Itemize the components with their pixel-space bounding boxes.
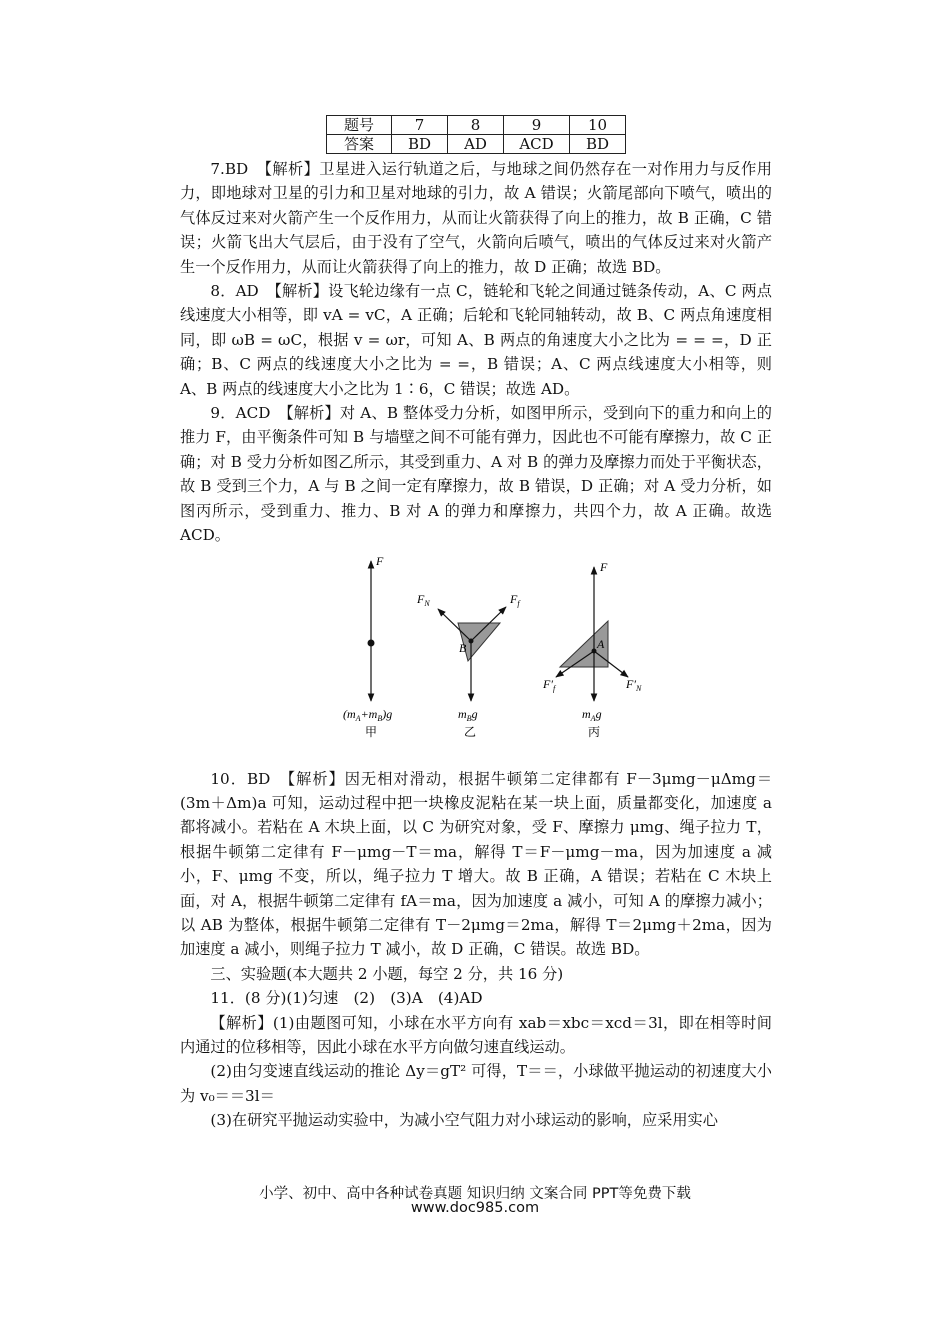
table-cell: ACD [504,135,570,154]
table-cell: 答案 [327,135,392,154]
mass-point [469,638,474,643]
diagram-bing [542,560,642,739]
table-cell: BD [392,135,448,154]
solution-q11-part2: (2)由匀变速直线运动的推论 Δy＝gT² 可得，T＝＝，小球做平抛运动的初速度大小为 v₀＝＝3l＝ [180,1062,772,1105]
table-cell: AD [448,135,504,154]
diagram-yi [416,592,521,739]
solution-q8: 8．AD 【解析】设飞轮边缘有一点 C，链轮和飞轮之间通过链条传动，A、C 两点线速度大小相等，即 vA = vC，A 正确；后轮和飞轮同轴转动，故 B、C 两点角速度相同，即 ωB = ωC，根据 v = ωr，可知 A、B 两点的角速度大小之比为 = = =，D 正确；B、C 两点的线速度大小之比为 = =，B 错误；A、C 两点线速度大小相等，则 A、B 两点的线速度大小之比为 1∶6，C 错误；故选 AD。 [180,282,772,398]
footer-url: www.doc985.com [410,1200,540,1216]
label-gravity-total: $(m_A+m_B)g$ [343,706,393,723]
table-header-row [327,116,626,135]
section-heading-experiment: 三、实验题(本大题共 2 小题，每空 2 分，共 16 分) [210,964,564,983]
table-cell: BD [570,135,626,154]
label-fn: $F_N$ [417,591,430,608]
table-cell: 8 [448,116,504,135]
caption-yi: 乙 [464,724,477,739]
mass-point [592,648,597,653]
label-ff: $F_f$ [510,591,520,608]
solution-q11-part1: 【解析】(1)由题图可知，小球在水平方向有 xab＝xbc＝xcd＝3l，即在相等时间内通过的位移相等，因此小球在水平方向做匀速直线运动。 [180,1013,772,1056]
footer-text: 小学、初中、高中各种试卷真题 知识归纳 文案合同 PPT等免费下载 [259,1186,691,1202]
mass-point [368,639,375,646]
table-cell: 7 [392,116,448,135]
caption-jia: 甲 [365,724,378,739]
table-cell: 9 [504,116,570,135]
label-gravity-b: $m_Bg$ [458,706,478,723]
force-diagrams-svg [180,551,772,755]
caption-bing: 丙 [588,724,601,739]
solution-q11-answer: 11．(8 分)(1)匀速 (2) (3)A (4)AD [210,989,483,1008]
solution-content [180,157,772,1133]
table-cell: 题号 [327,116,392,135]
solution-q9: 9．ACD 【解析】对 A、B 整体受力分析，如图甲所示，受到向下的重力和向上的推力 F，由平衡条件可知 B 与墙壁之间不可能有弹力，因此也不可能有摩擦力，故 C 正确；对 B 受力分析如图乙所示，其受到重力、A 对 B 的弹力及摩擦力而处于平衡状态，故 B 受到三个力，A 与 B 之间一定有摩擦力，故 B 错误，D 正确；对 A 受力分析，如图丙所示，受到重力、推力、B 对 A 的弹力和摩擦力，共四个力，故 A 正确。故选 ACD。 [180,404,772,545]
label-fn-prime: $F'_N$ [626,676,642,693]
label-a: A [597,636,605,651]
label-gravity-a: $m_Ag$ [582,706,602,723]
table-cell: 10 [570,116,626,135]
solution-q11-part3: (3)在研究平抛运动实验中，为减小空气阻力对小球运动的影响，应采用实心 [210,1111,718,1130]
label-f: F [600,559,608,574]
force-diagram-figure [180,551,772,755]
table-answer-row [327,135,626,154]
label-ff-prime: $F'_f$ [543,676,556,693]
solution-q10: 10．BD 【解析】因无相对滑动，根据牛顿第二定律都有 F－3μmg－μΔmg＝(3m＋Δm)a 可知，运动过程中把一块橡皮泥粘在某一块上面，质量都变化，加速度 a 都将减小。若粘在 A 木块上面，以 C 为研究对象，受 F、摩擦力 μmg、绳子拉力 T，根据牛顿第二定律有 F－μmg－T＝ma，解得 T＝F－μmg－ma，因为加速度 a 减小，F、μmg 不变，所以，绳子拉力 T 增大。故 B 正确，A 错误；若粘在 C 木块上面，对 A，根据牛顿第二定律有 fA＝ma，因为加速度 a 减小，可知 A 的摩擦力减小；以 AB 为整体，根据牛顿第二定律有 T－2μmg＝2ma，解得 T＝2μmg＋2ma，因为加速度 a 减小，则绳子拉力 T 减小，故 D 正确，C 错误。故选 BD。 [180,769,772,959]
answer-table [326,115,626,154]
diagram-jia [343,554,392,739]
label-b: B [459,640,467,655]
label-f: F [376,553,384,568]
solution-q7: 7.BD 【解析】卫星进入运行轨道之后，与地球之间仍然存在一对作用力与反作用力，即地球对卫星的引力和卫星对地球的引力，故 A 错误；火箭尾部向下喷气，喷出的气体反过来对火箭产生一个反作用力，从而让火箭获得了向上的推力，故 B 正确，C 错误；火箭飞出大气层后，由于没有了空气，火箭向后喷气，喷出的气体反过来对火箭产生一个反作用力，从而让火箭获得了向上的推力，故 D 正确；故选 BD。 [180,160,772,276]
